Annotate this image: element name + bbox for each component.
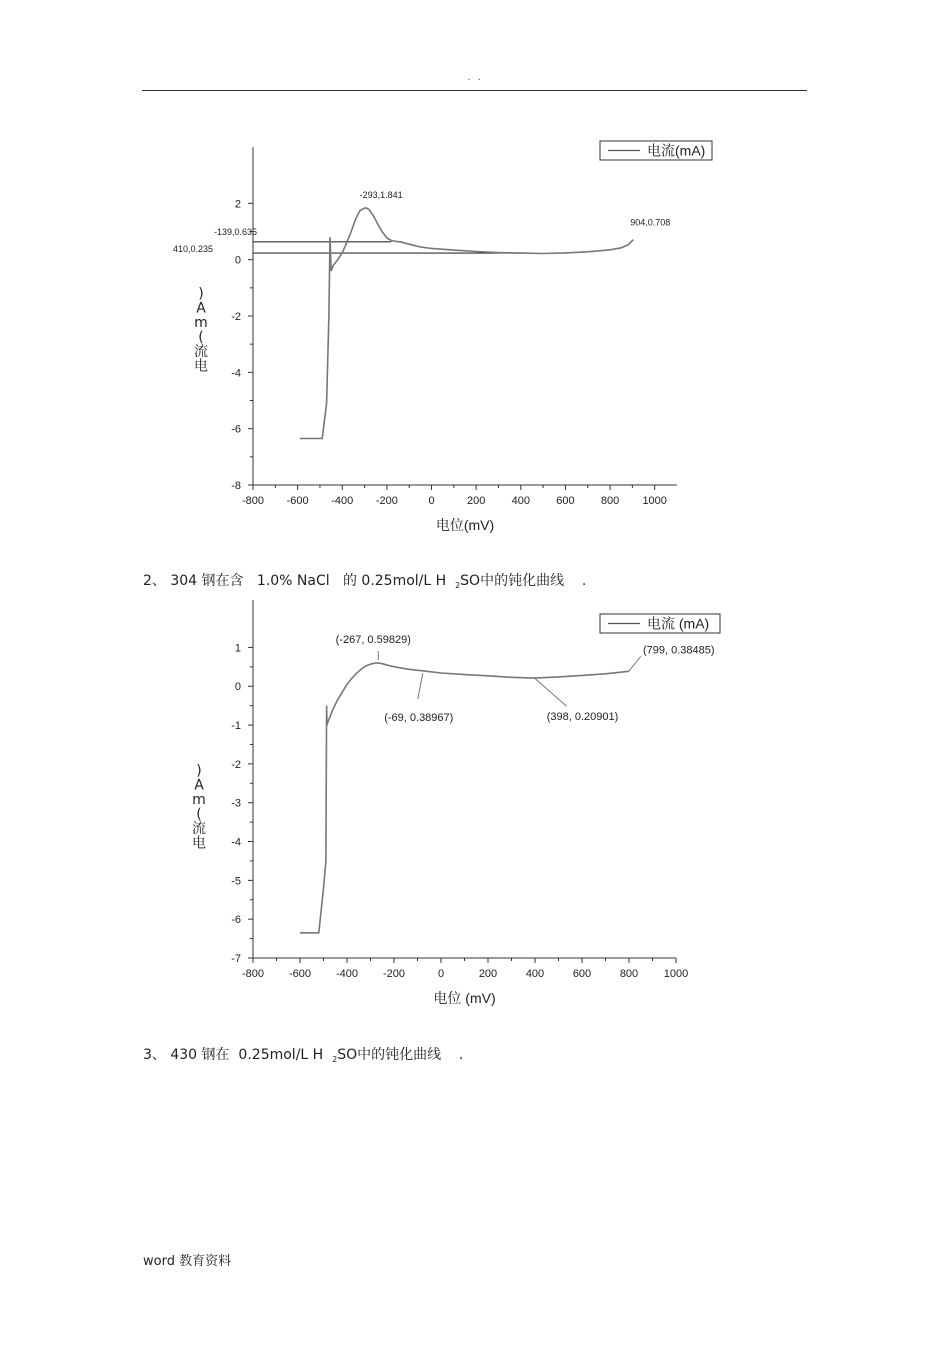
series-line bbox=[300, 663, 629, 933]
x-tick-label: 800 bbox=[600, 495, 620, 507]
x-tick-label: 600 bbox=[572, 968, 592, 980]
x-axis-label: 电位 (mV) bbox=[433, 990, 496, 1006]
y-tick-label: -5 bbox=[231, 875, 241, 888]
y-tick-label: 2 bbox=[234, 198, 241, 211]
annotation-leader bbox=[418, 673, 423, 699]
x-tick-label: -800 bbox=[241, 495, 265, 507]
x-tick-label: -400 bbox=[335, 968, 359, 980]
y-tick-label: -6 bbox=[231, 423, 241, 436]
y-axis-label-char: 电 bbox=[192, 835, 206, 852]
y-axis-label-char: A bbox=[196, 300, 206, 317]
annotation-label: -139,0.635 bbox=[213, 226, 258, 237]
annotation-label: 410,0.235 bbox=[172, 244, 214, 255]
y-axis-label-char: ( bbox=[198, 329, 204, 346]
x-axis-label: 电位(mV) bbox=[435, 517, 495, 533]
y-axis-label-char: m bbox=[194, 315, 208, 331]
caption-3-subscript: 2 bbox=[332, 1055, 338, 1064]
x-tick-label: 1000 bbox=[663, 968, 689, 980]
x-tick-label: -800 bbox=[241, 968, 265, 980]
y-axis-label-char: 流 bbox=[192, 821, 206, 837]
y-tick-label: -2 bbox=[231, 758, 241, 771]
footer-text: word 教育资料 bbox=[143, 1254, 232, 1269]
y-tick-label: -4 bbox=[231, 367, 241, 380]
y-axis-label-char: m bbox=[192, 792, 206, 808]
annotation-label: (398, 0.20901) bbox=[546, 711, 619, 724]
x-tick-label: 400 bbox=[525, 968, 545, 980]
caption-2-subscript: 2 bbox=[455, 581, 461, 590]
y-tick-label: -3 bbox=[231, 797, 241, 810]
legend-label: 电流 (mA) bbox=[647, 615, 710, 632]
y-tick-label: -1 bbox=[231, 720, 241, 733]
annotation-label: 904,0.708 bbox=[630, 217, 671, 228]
annotation-label: (-69, 0.38967) bbox=[384, 712, 454, 725]
caption-2-prefix: 2、 304 钢在含 1.0% NaCl 的 0.25mol/L H bbox=[143, 573, 456, 589]
y-tick-label: 0 bbox=[234, 681, 241, 694]
y-axis-label-char: ) bbox=[196, 763, 202, 779]
annotation-label: -293,1.841 bbox=[359, 189, 403, 200]
x-tick-label: -200 bbox=[382, 968, 406, 980]
x-tick-label: 1000 bbox=[642, 495, 667, 507]
x-tick-label: 200 bbox=[466, 495, 486, 507]
caption-2-suffix: SO中的钝化曲线 . bbox=[460, 573, 587, 589]
annotation-leader bbox=[535, 678, 567, 706]
legend-label: 电流(mA) bbox=[647, 142, 706, 159]
x-tick-label: -600 bbox=[286, 495, 309, 507]
x-tick-label: 0 bbox=[428, 495, 435, 507]
x-tick-label: 400 bbox=[511, 495, 530, 507]
annotation-label: (799, 0.38485) bbox=[642, 644, 715, 657]
y-axis-label-char: ( bbox=[196, 806, 202, 823]
y-tick-label: 0 bbox=[234, 254, 241, 267]
y-tick-label: -4 bbox=[231, 836, 241, 849]
x-tick-label: 0 bbox=[437, 968, 445, 980]
page-header-dots: . . bbox=[467, 72, 483, 83]
y-axis-label-char: A bbox=[194, 777, 204, 794]
caption-3-suffix: SO中的钝化曲线 . bbox=[337, 1047, 464, 1063]
y-tick-label: -6 bbox=[231, 914, 241, 927]
caption-3-prefix: 3、 430 钢在 0.25mol/L H bbox=[143, 1047, 333, 1063]
x-tick-label: 200 bbox=[478, 968, 498, 980]
x-tick-label: -200 bbox=[375, 495, 398, 507]
y-axis-label-char: 电 bbox=[194, 358, 208, 375]
y-tick-label: -2 bbox=[231, 311, 241, 324]
x-tick-label: 800 bbox=[619, 968, 639, 980]
y-axis-label-char: ) bbox=[198, 286, 204, 302]
y-tick-label: 1 bbox=[234, 642, 241, 655]
x-tick-label: -400 bbox=[331, 495, 354, 507]
annotation-leader bbox=[629, 656, 641, 671]
y-tick-label: -7 bbox=[231, 953, 241, 965]
x-tick-label: 600 bbox=[556, 495, 575, 507]
y-axis-label-char: 流 bbox=[194, 344, 208, 360]
y-tick-label: -8 bbox=[231, 480, 241, 492]
caption-3 bbox=[143, 1044, 463, 1064]
annotation-label: (-267, 0.59829) bbox=[335, 634, 411, 647]
x-tick-label: -600 bbox=[288, 968, 312, 980]
